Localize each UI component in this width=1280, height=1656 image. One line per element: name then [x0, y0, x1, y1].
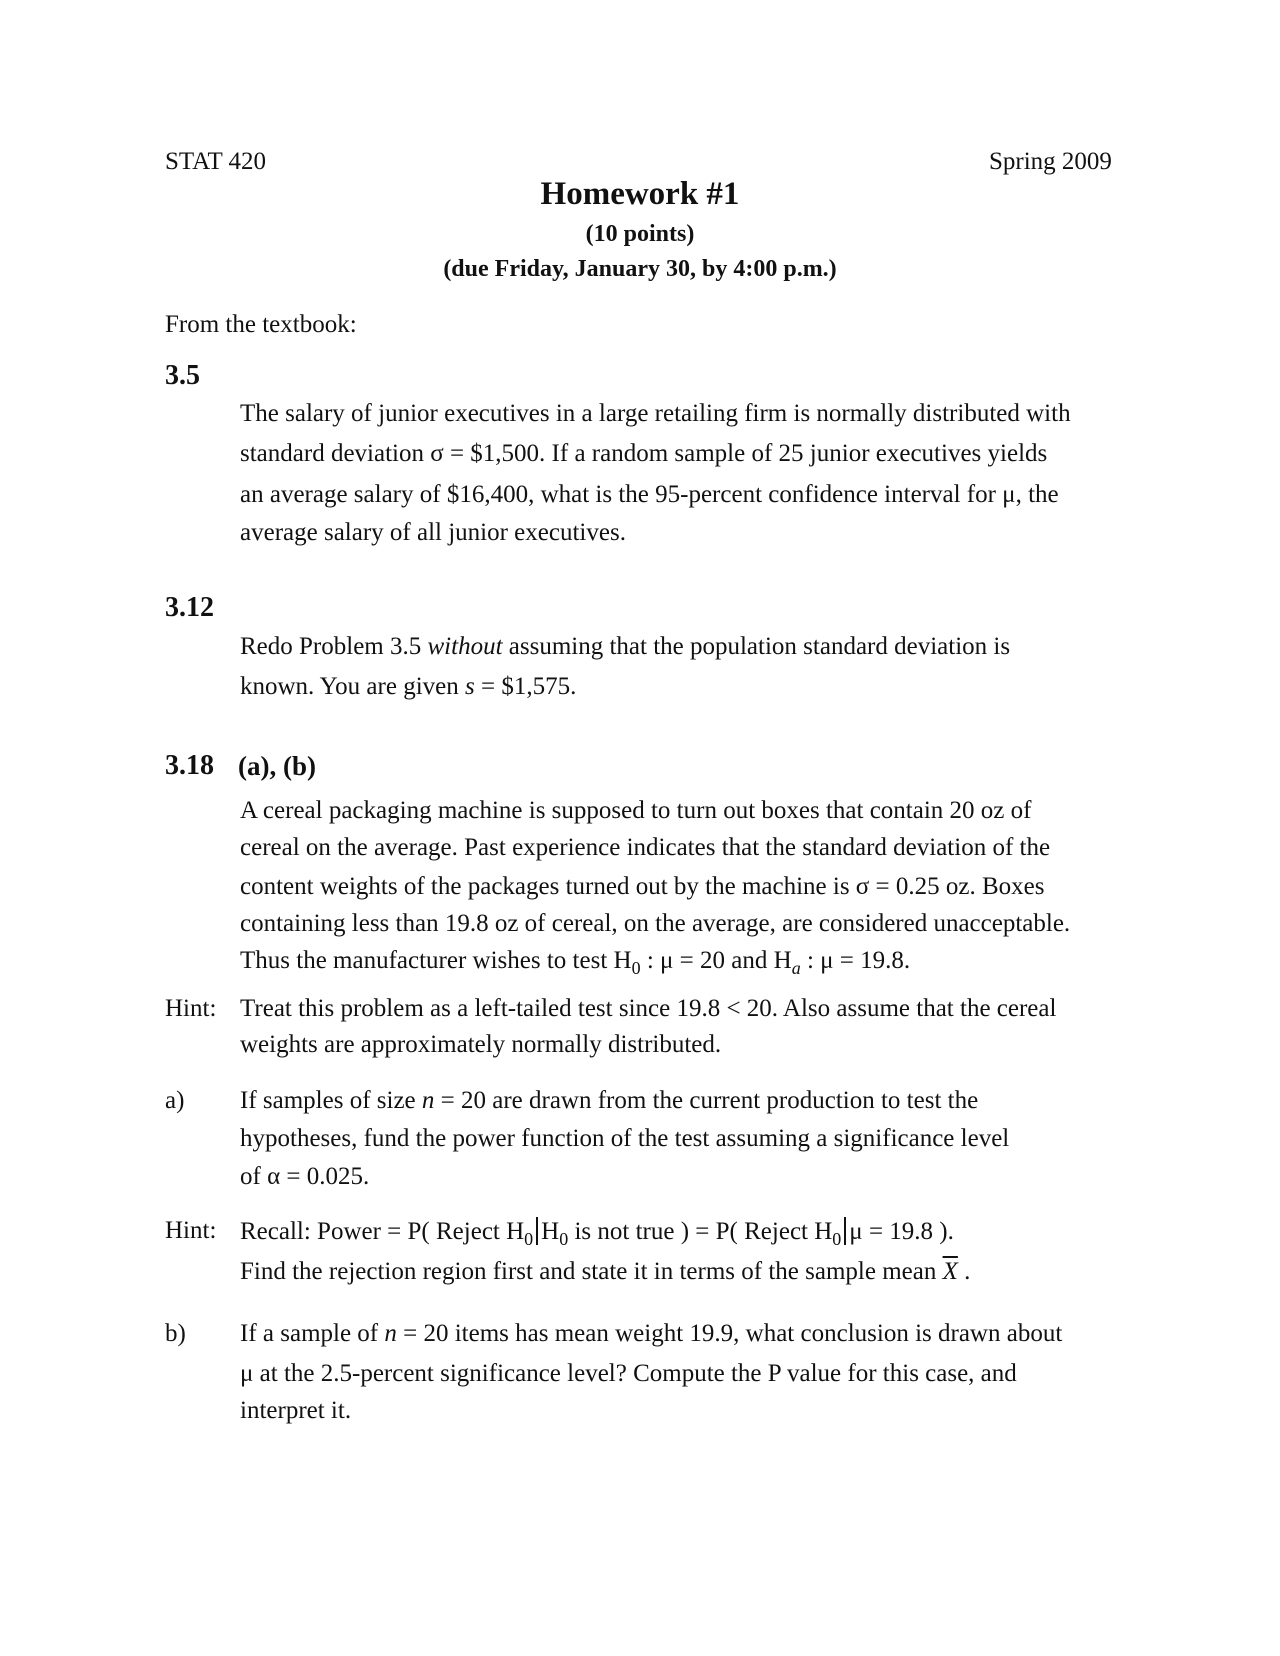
- problem-3-18-line: containing less than 19.8 oz of cereal, on the average, are considered unacceptable.: [240, 910, 1071, 937]
- intro-text: From the textbook:: [165, 311, 357, 338]
- sample-mean-symbol: $\overline{X}$: [942, 1258, 958, 1285]
- problem-3-18-line: content weights of the packages turned out by the machine is σ = 0.25 oz. Boxes: [240, 873, 1045, 900]
- problem-3-12-line: known. You are given s = $1,575.: [240, 673, 577, 700]
- part-a-label: a): [165, 1087, 185, 1114]
- hint-line: Treat this problem as a left-tailed test since 19.8 < 20. Also assume that the cereal: [240, 995, 1057, 1022]
- part-a-line: of α = 0.025.: [240, 1163, 370, 1190]
- hint-line: weights are approximately normally distributed.: [240, 1031, 722, 1058]
- power-formula-line: Recall: Power = P( Reject $H_0$ $H_0$ is not true ) = P( Reject $H_0$ μ = 19.8 ).: [240, 1218, 954, 1249]
- part-b-line: If a sample of n = 20 items has mean weight 19.9, what conclusion is drawn about: [240, 1320, 1063, 1347]
- hypotheses-line: Thus the manufacturer wishes to test $H_0$ : μ = 20 and $H_a$ : μ = 19.8.: [240, 947, 911, 978]
- term: Spring 2009: [989, 148, 1112, 175]
- conditional-bar: [844, 1217, 846, 1245]
- conditional-bar: [536, 1217, 538, 1245]
- part-b-line: interpret it.: [240, 1397, 352, 1424]
- hint-label: Hint:: [165, 995, 217, 1022]
- part-b-line: μ at the 2.5-percent significance level? Compute the P value for this case, and: [240, 1360, 1017, 1387]
- course-code: STAT 420: [165, 148, 267, 175]
- points-subtitle: (10 points): [585, 221, 695, 247]
- problem-3-18-line: A cereal packaging machine is supposed to turn out boxes that contain 20 oz of: [240, 797, 1032, 824]
- problem-number-3-18: 3.18: [165, 750, 214, 781]
- hint-label: Hint:: [165, 1217, 217, 1244]
- problem-3-5-line: average salary of all junior executives.: [240, 519, 626, 546]
- part-a-line: hypotheses, fund the power function of the test assuming a significance level: [240, 1125, 1010, 1152]
- problem-3-5-line: standard deviation σ = $1,500. If a random sample of 25 junior executives yields: [240, 440, 1048, 467]
- problem-3-18-line: cereal on the average. Past experience indicates that the standard deviation of the: [240, 834, 1051, 861]
- problem-3-5-line: The salary of junior executives in a large retailing firm is normally distributed with: [240, 400, 1071, 427]
- hint-line: Find the rejection region first and state it in terms of the sample mean $\overline{X}$ .: [240, 1258, 971, 1285]
- page-title: Homework #1: [540, 176, 740, 212]
- problem-3-18-parts: (a), (b): [238, 751, 316, 781]
- problem-number-3-12: 3.12: [165, 592, 214, 623]
- due-date: (due Friday, January 30, by 4:00 p.m.): [443, 256, 837, 282]
- problem-3-12-line: Redo Problem 3.5 without assuming that the population standard deviation is: [240, 633, 1011, 660]
- problem-number-3-5: 3.5: [165, 360, 200, 391]
- part-b-label: b): [165, 1320, 186, 1347]
- part-a-line: If samples of size n = 20 are drawn from the current production to test the: [240, 1087, 979, 1114]
- problem-3-5-line: an average salary of $16,400, what is the 95-percent confidence interval for μ, the: [240, 481, 1059, 508]
